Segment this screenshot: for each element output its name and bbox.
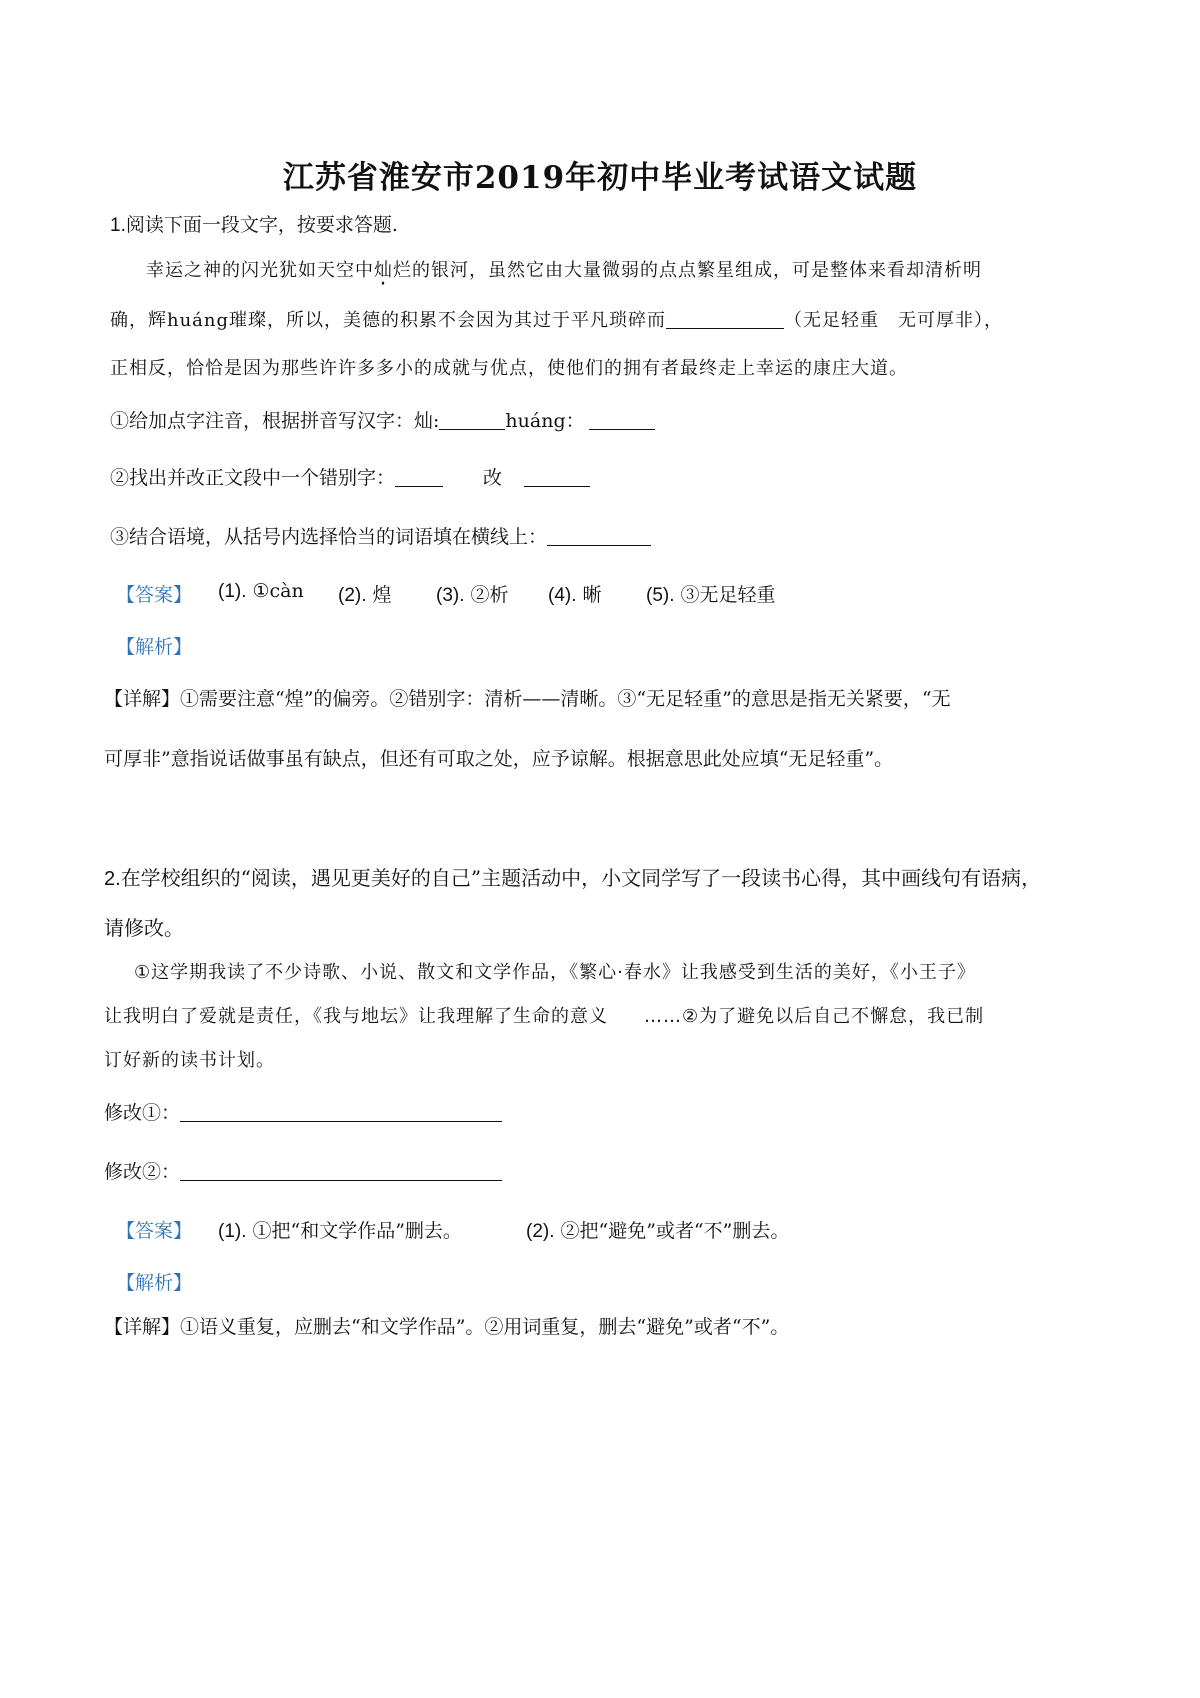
q1-passage-text: 幸运之神的闪光犹如天空中 <box>146 260 374 281</box>
q1-sub-2-text: ②找出并改正文段中一个错别字： <box>110 467 396 489</box>
q2-number: 2. <box>104 868 121 890</box>
q2-stem-text: 在学校组织的“阅读，遇见更美好的自己”主题活动中，小文同学写了一段读书心得，其中画线句有语病， <box>120 866 1042 890</box>
q1-sub-3-text: ③结合语境，从括号内选择恰当的词语填在横线上： <box>110 526 548 548</box>
answer-text: 煌 <box>372 584 392 606</box>
answer-blank[interactable] <box>180 1101 502 1122</box>
answer-blank[interactable] <box>524 466 590 487</box>
q2-stem-line-2: 请修改。 <box>104 916 184 940</box>
answer-blank[interactable] <box>439 409 505 430</box>
answer-blank[interactable] <box>589 409 655 430</box>
q2-passage-line-2 <box>104 1002 984 1028</box>
answer-num: (1). <box>218 1221 247 1242</box>
q2-passage-line-3: 订好新的读书计划。 <box>104 1050 275 1071</box>
answer-blank[interactable] <box>547 525 651 546</box>
q1-stem <box>110 210 398 237</box>
q2-answer-1 <box>218 1216 462 1243</box>
fill-blank[interactable] <box>666 308 784 329</box>
q1-answer-5 <box>646 580 776 607</box>
q1-passage-text: 璀璨，所以，美德的积累不会因为其过于平凡琐碎而 <box>229 310 667 331</box>
answer-text: ①把“和文学作品”删去。 <box>252 1220 462 1242</box>
dotted-char: 灿 <box>374 260 393 281</box>
q2-analysis-label: 【解析】 <box>116 1272 193 1294</box>
q1-answer-4 <box>548 580 602 607</box>
q1-passage-text: 烂的银河，虽然它由大量微弱的点点繁星组成，可是整体来看却清析明 <box>393 260 982 281</box>
q2-stem-line-1 <box>104 862 1041 891</box>
answer-num: (2). <box>526 1221 555 1242</box>
answer-num: (3). <box>436 585 465 606</box>
answer-text: ①càn <box>252 580 304 602</box>
answer-text: ③无足轻重 <box>680 584 776 606</box>
answer-blank[interactable] <box>180 1160 502 1181</box>
q1-analysis-label: 【解析】 <box>116 636 193 658</box>
answer-num: (4). <box>548 585 577 606</box>
answer-num: (2). <box>338 585 367 606</box>
q1-answer-label: 【答案】 <box>116 584 193 606</box>
q1-passage-options: （无足轻重 无可厚非）， <box>784 310 1004 331</box>
q2-fix-1 <box>104 1098 502 1125</box>
q1-sub-2-text-2: 改 <box>483 467 503 489</box>
q2-fix-2 <box>104 1157 502 1184</box>
q2-fix-2-label: 修改②： <box>104 1161 181 1183</box>
q1-passage-line-2 <box>110 306 1003 332</box>
answer-text: 晰 <box>582 584 602 606</box>
page-title: 江苏省淮安市2019年初中毕业考试语文试题 <box>282 160 918 196</box>
q1-sub-1 <box>110 406 655 433</box>
q1-detail-line-1: 【详解】①需要注意“煌”的偏旁。②错别字：清析——清晰。③“无足轻重”的意思是指无关紧要，“无 <box>104 688 951 710</box>
q2-fix-1-label: 修改①： <box>104 1102 181 1124</box>
q1-answer-1 <box>218 580 304 603</box>
pinyin-text: huáng <box>167 310 230 331</box>
q1-number: 1. <box>110 215 126 236</box>
q2-passage-text: 让我明白了爱就是责任，《我与地坛》让我理解了生命的意义 <box>104 1006 608 1027</box>
answer-text: ②把“避免”或者“不”删去。 <box>560 1220 790 1242</box>
q1-passage-line-3: 正相反，恰恰是因为那些许许多多小的成就与优点，使他们的拥有者最终走上幸运的康庄大道。 <box>110 358 908 379</box>
q1-sub-1-text: ①给加点字注音，根据拼音写汉字：灿: <box>110 410 440 432</box>
q1-sub-2 <box>110 463 590 490</box>
q2-passage-line-1: ①这学期我读了不少诗歌、小说、散文和文学作品，《繁心·春水》让我感受到生活的美好，《小王子》 <box>134 962 976 983</box>
q1-answer-3 <box>436 580 509 607</box>
q1-sub-1-text-2: huáng： <box>505 410 585 432</box>
answer-blank[interactable] <box>395 466 443 487</box>
q1-passage-text: 确，辉 <box>110 310 167 331</box>
q2-answer-label: 【答案】 <box>116 1220 193 1242</box>
q1-detail-line-2: 可厚非”意指说话做事虽有缺点，但还有可取之处，应予谅解。根据意思此处应填“无足轻重”。 <box>104 748 894 770</box>
q1-answer-2 <box>338 580 392 607</box>
q1-passage-line-1 <box>146 256 982 282</box>
q2-answer-2 <box>526 1216 789 1243</box>
answer-text: ②析 <box>470 584 509 606</box>
q2-detail: 【详解】①语义重复，应删去“和文学作品”。②用词重复，删去“避免”或者“不”。 <box>104 1316 790 1338</box>
q2-passage-text-2: ……②为了避免以后自己不懈怠，我已制 <box>644 1006 985 1027</box>
answer-num: (5). <box>646 585 675 606</box>
q1-sub-3 <box>110 522 651 549</box>
q1-stem-text: 阅读下面一段文字，按要求答题. <box>125 214 398 236</box>
answer-num: (1). <box>218 581 247 602</box>
